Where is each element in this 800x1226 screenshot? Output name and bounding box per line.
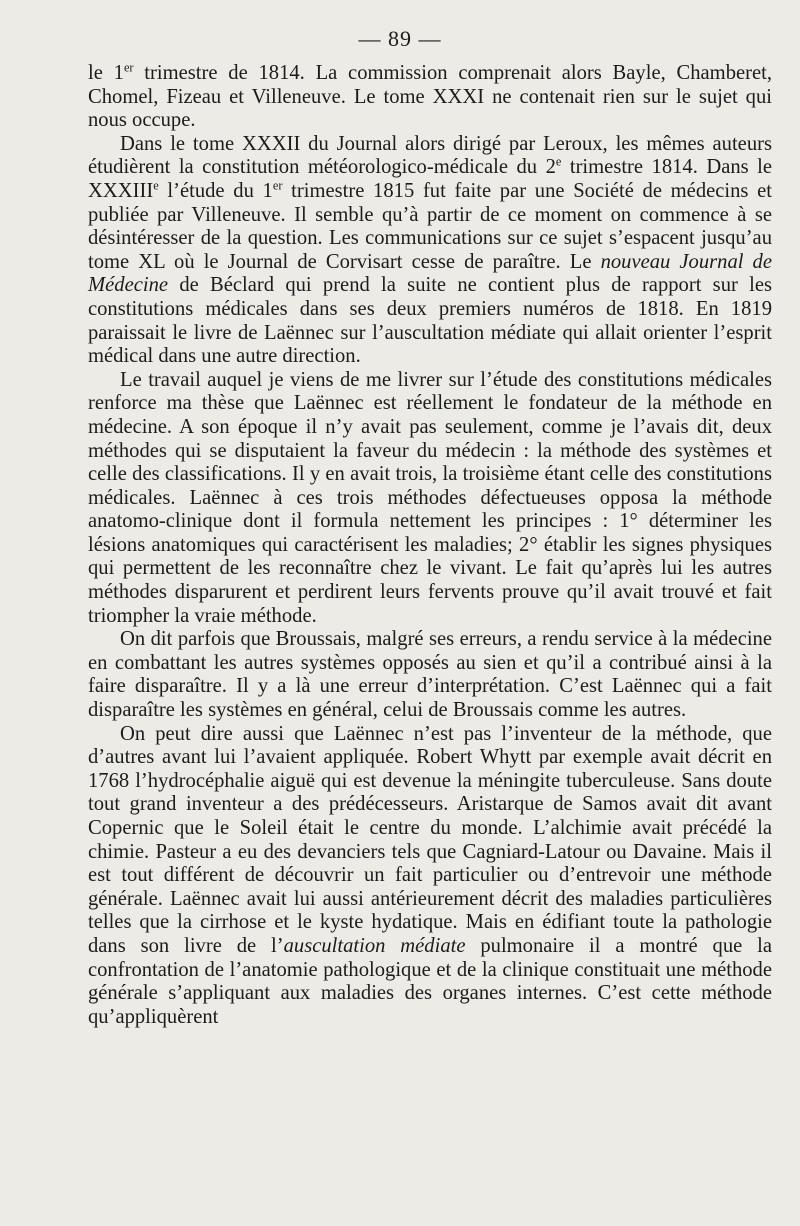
text-segment: Le travail auquel je viens de me livrer sur l’étude des constitutions médicales renforce ma thèse que Laënnec est réellement le fondateur de la méthode en médecine. A son époque il n’y avait pas seulement, comme je l’avais dit, deux méthodes qui se disputaient la faveur du médecin : la méthode des systèmes et celle des classifications. Il y en avait trois, la troisième étant celle des constitutions médicales. Laënnec à ces trois méthodes défectueuses opposa la méthode anatomo-clinique dont il formula nettement les principes : 1° déterminer les lésions anatomiques qui caractérisent les maladies; 2° établir les signes physiques qui permettent de les reconnaître chez le vivant. Le fait qu’après lui les autres méthodes disparurent et perdirent leurs fervents prouve qu’il avait trouvé et fait triompher la vraie méthode. <box>88 368 772 627</box>
text-segment: On peut dire aussi que Laënnec n’est pas l’inventeur de la méthode, que d’autres avant lui l’avaient appliquée. Robert Whytt par exemple avait décrit en 1768 l’hydrocéphalie aiguë qui est devenue la méningite tuberculeuse. Sans doute tout grand inventeur a des prédécesseurs. Aristarque de Samos avait dit avant Copernic que le Soleil était le centre du monde. L’alchimie avait précédé la chimie. Pasteur a eu des devanciers tels que Cagniard-Latour ou Davaine. Mais il est tout différent de découvrir un fait particulier ou d’entrevoir une méthode générale. Laënnec avait lui aussi antérieurement décrit des maladies particulières telles que la cirrhose et le kyste hydatique. Mais en édifiant toute la pathologie dans son livre de l’ <box>88 722 772 957</box>
italic-title: auscultation médiate <box>283 934 466 957</box>
superscript: er <box>272 178 283 193</box>
text-segment: trimestre de 1814. La commission comprenait alors Bayle, Chamberet, Chomel, Fizeau et Villeneuve. Le tome XXXI ne contenait rien sur le sujet qui nous occupe. <box>88 62 772 132</box>
page-number: — 89 — <box>358 26 442 51</box>
italic-title: nouveau Journal de Médecine <box>88 250 772 297</box>
text-segment: trimestre 1815 fut faite par une Société de médecins et publiée par Villeneuve. Il semble qu’à partir de ce moment on commence à se désintéresser de la question. Les communications sur ce sujet s’espacent jusqu’au tome XL où le Journal de Corvisart cesse de paraître. Le <box>88 179 772 273</box>
paragraph <box>88 133 772 369</box>
text-segment: le 1 <box>88 62 124 84</box>
text-segment: de Béclard qui prend la suite ne contient plus de rapport sur les constitutions médicales dans ses deux premiers numéros de 1818. En 1819 paraissait le livre de Laënnec sur l’auscultation médiate qui allait orienter l’esprit médical dans une autre direction. <box>88 274 772 368</box>
paragraph <box>88 369 772 629</box>
text-segment: On dit parfois que Broussais, malgré ses erreurs, a rendu service à la médecine en combattant les autres systèmes opposés au sien et qu’il a contribué ainsi à la faire disparaître. Il y a là une erreur d’interprétation. C’est Laënnec qui a fait disparaître les systèmes en général, celui de Broussais comme les autres. <box>88 628 772 722</box>
paragraph <box>88 62 772 133</box>
text-segment: l’étude du 1 <box>158 179 273 202</box>
superscript: e <box>555 154 562 169</box>
text-segment: trimestre 1814. Dans le XXXIII <box>88 156 773 202</box>
paragraph <box>88 628 772 722</box>
text-segment: Dans le tome XXXII du Journal alors dirigé par Leroux, les mêmes auteurs étudièrent la constitution météorologico-médicale du 2 <box>88 132 772 179</box>
superscript: er <box>123 60 134 75</box>
superscript: e <box>153 178 159 193</box>
paragraph <box>88 723 772 1030</box>
text-segment: pulmonaire il a montré que la confrontation de l’anatomie pathologique et de la clinique constituait une méthode générale s’appliquant aux maladies des organes internes. C’est cette méthode qu’appliquèrent <box>88 934 772 1028</box>
body-text <box>88 62 772 1029</box>
